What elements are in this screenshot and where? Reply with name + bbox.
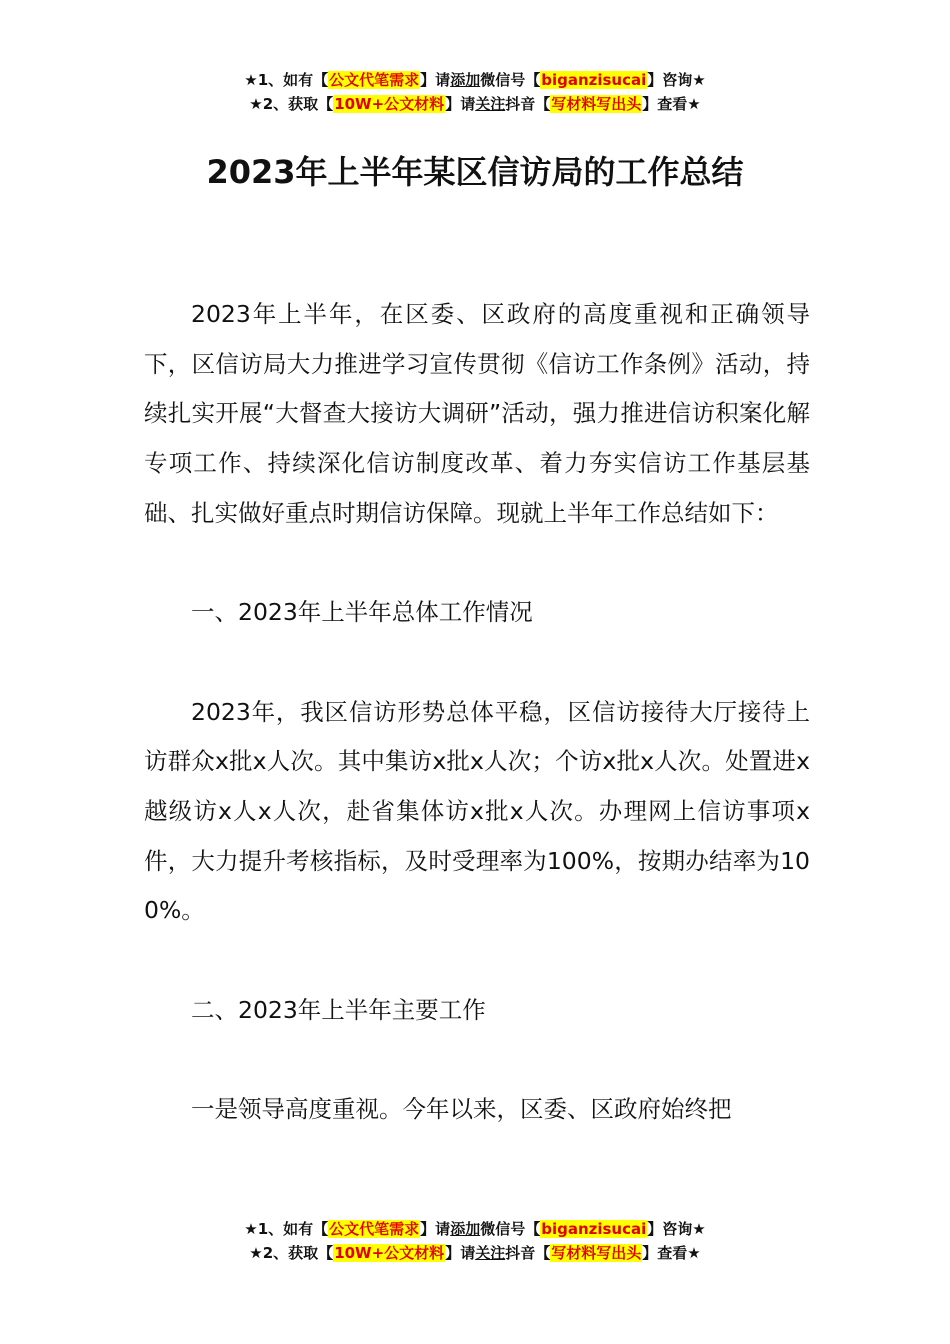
banner-highlight: 10W+公文材料 [334,95,445,113]
section-2-heading: 二、2023年上半年主要工作 [191,995,486,1024]
banner-text: ★2、获取【 [249,1244,334,1262]
section-1-paragraph: 2023年，我区信访形势总体平稳，区信访接待大厅接待上访群众x批x人次。其中集访x批x人次；个访x批x人次。处置进x越级访x人x人次，赴省集体访x批x人次。办理网上信访事项x件，大力提升考核指标，及时受理率为100%，按期办结率为100%。 [144,697,810,925]
banner-underline-text: 添加 [450,71,481,89]
banner-highlight: 10W+公文材料 [334,1244,445,1262]
banner-text: 】查看★ [642,1244,701,1262]
section-1-heading: 一、2023年上半年总体工作情况 [191,598,533,627]
intro-paragraph: 2023年上半年，在区委、区政府的高度重视和正确领导下，区信访局大力推进学习宣传贯彻《信访工作条例》活动，持续扎实开展“大督查大接访大调研”活动，强力推进信访积案化解专项工作、持续深化信访制度改革、着力夯实信访工作基层基础、扎实做好重点时期信访保障。现就上半年工作总结如下： [144,300,810,527]
paragraph-gap [144,1036,810,1086]
banner-underline-text: 关注 [475,1244,506,1262]
banner-text: ★2、获取【 [249,95,334,113]
banner-underline-text: 添加 [450,1220,481,1238]
banner-text: 微信号【 [480,1220,541,1238]
banner-text: 抖音【 [505,1244,551,1262]
banner-highlight: 公文代笔需求 [329,71,420,89]
paragraph-gap [144,539,810,589]
banner-text: 】请 [420,1220,451,1238]
banner-text: ★1、如有【 [244,1220,329,1238]
footer-banner [0,1217,950,1265]
document-title: 2023年上半年某区信访局的工作总结 [206,153,744,191]
section-2-paragraph: 一是领导高度重视。今年以来，区委、区政府始终把 [191,1095,732,1124]
banner-text: 】咨询★ [647,71,706,89]
banner-line-2 [0,1241,950,1265]
banner-text: 】请 [420,71,451,89]
banner-underline-text: 关注 [475,95,506,113]
banner-highlight: 写材料写出头 [551,1244,642,1262]
paragraph-gap [144,638,810,688]
banner-text: 微信号【 [480,71,541,89]
banner-text: 抖音【 [505,95,551,113]
banner-highlight: 公文代笔需求 [329,1220,420,1238]
banner-highlight: biganzisucai [541,71,647,89]
banner-highlight: biganzisucai [541,1220,647,1238]
banner-text: 】请 [445,95,476,113]
banner-text: 】查看★ [642,95,701,113]
header-banner [0,68,950,116]
banner-text: 】请 [445,1244,476,1262]
document-body [144,290,810,1135]
banner-line-2 [0,92,950,116]
banner-highlight: 写材料写出头 [551,95,642,113]
banner-line-1 [0,68,950,92]
paragraph-gap [144,936,810,986]
banner-text: ★1、如有【 [244,71,329,89]
banner-text: 】咨询★ [647,1220,706,1238]
banner-line-1 [0,1217,950,1241]
